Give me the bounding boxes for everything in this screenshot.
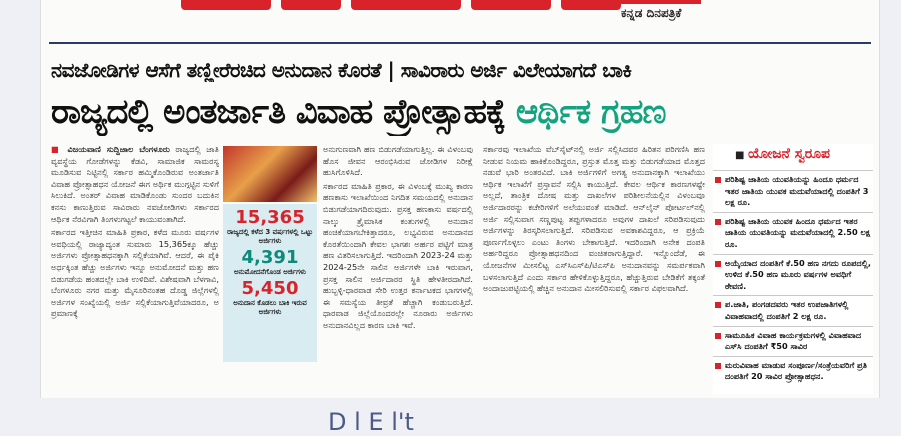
masthead-logo <box>181 0 621 18</box>
bullet-icon <box>715 333 721 339</box>
masthead <box>41 0 879 42</box>
stat-pending-label: ಅನುದಾನ ಕೊಡಲು ಬಾಕಿ ಇರುವ ಅರ್ಜಿಗಳು <box>233 299 307 316</box>
stat-total-value: 15,365 <box>235 207 305 228</box>
paragraph: ಸರ್ಕಾರದ ಇತ್ತೀಚಿನ ಮಾಹಿತಿ ಪ್ರಕಾರ, ಕಳೆದ ಮೂರು ವರ್ಷಗಳ ಅವಧಿಯಲ್ಲಿ ರಾಜ್ಯಾದ್ಯಂತ ಸುಮಾರು 15,365ಕ್ಕೂ ಹೆಚ್ಚು ಅರ್ಜಿಗಳು ಪ್ರೋತ್ಸಾಹಧನಕ್ಕಾಗಿ ಸಲ್ಲಿಕೆಯಾಗಿವೆ. ಆದರೆ, ಈ ಪೈಕಿ ಅರ್ಧಕ್ಕಿಂತ ಹೆಚ್ಚು ಅರ್ಜಿಗಳು ಇನ್ನೂ ಅನುಮೋದನೆ ಮತ್ತು ಹಣ ಬಿಡುಗಡೆಯ ಹಂತದಲ್ಲೇ ಬಾಕಿ ಉಳಿದಿವೆ. ವಿಶೇಷವಾಗಿ ಬೆಳಗಾವಿ, ಬೆಂಗಳೂರು ನಗರ ಮತ್ತು ಮೈಸೂರಿನಂತಹ ದೊಡ್ಡ ಜಿಲ್ಲೆಗಳಲ್ಲಿ ಅರ್ಜಿಗಳ ಸಂಖ್ಯೆಯಲ್ಲಿ ಅರ್ಜಿ ಸಲ್ಲಿಕೆಯಾಗುತ್ತಿವೆಯಾದರೂ, ಅ ಪ್ರಮಾಣಕ್ಕೆ <box>51 227 219 319</box>
bottom-strip <box>0 398 901 424</box>
headline-highlight: ಆರ್ಥಿಕ ಗ್ರಹಣ <box>515 92 666 132</box>
headline-main: ರಾಜ್ಯದಲ್ಲಿ ಅಂತರ್ಜಾತಿ ವಿವಾಹ ಪ್ರೋತ್ಸಾಹಕ್ಕೆ <box>51 92 516 132</box>
masthead-rule <box>49 42 871 44</box>
bullet-icon <box>715 219 721 225</box>
scheme-item-text: ಸಾಮೂಹಿಕ ವಿವಾಹ ಕಾರ್ಯಕ್ರಮಗಳಲ್ಲಿ ವಿವಾಹವಾದ ಎಸ್‌ಸಿ ದಂಪತಿಗೆ ₹50 ಸಾವಿರ <box>725 329 862 352</box>
wedding-photo <box>223 146 317 202</box>
scheme-item <box>713 212 873 254</box>
stat-total-label: ರಾಜ್ಯದಲ್ಲಿ ಕಳೆದ 3 ವರ್ಷಗಳಲ್ಲಿ ಒಟ್ಟು ಅರ್ಜಿಗಳು <box>227 228 313 245</box>
paragraph: ಅನುಗುಣವಾಗಿ ಹಣ ಬಿಡುಗಡೆಯಾಗುತ್ತಿಲ್ಲ. ಈ ವಿಳಂಬವು ಹೊಸ ಜೀವನ ಆರಂಭಿಸಿರುವ ಜೋಡಿಗಳ ನಿರೀಕ್ಷೆ ಹುಸಿಗೊಳಿಸಿದೆ. <box>323 144 473 178</box>
scheme-item <box>713 295 873 325</box>
article-headline <box>51 92 871 136</box>
paragraph: ಸರ್ಕಾರವು ಇಲಾಖೆಯ ವೆಬ್‌ಸೈಟ್‌ನಲ್ಲಿ ಅರ್ಜಿ ಸಲ್ಲಿಸಿದವರ ಹಿರಿತನ ಪರಿಗಣಿಸಿ ಹಣ ನೀಡುವ ನಿಯಮ ಹಾಕಿಕೊಂಡಿದ್ದರೂ, ಪ್ರಸ್ತುತ ಮೊತ್ತ ಮತ್ತು ಬಿಡುಗಡೆಯಾದ ಮೊತ್ತದ ನಡುವೆ ಭಾರಿ ಅಂತರವಿದೆ. ಬಾಕಿ ಅರ್ಜಿಗಳಿಗೆ ಅಗತ್ಯ ಅನುದಾನಕ್ಕಾಗಿ ಇಲಾಖೆಯು ಆರ್ಥಿಕ ಇಲಾಖೆಗೆ ಪ್ರಸ್ತಾವನೆ ಸಲ್ಲಿಸಿ ಕಾಯುತ್ತಿದೆ. ಕೇವಲ ಆರ್ಥಿಕ ಕಾರಣಗಳಷ್ಟೇ ಅಲ್ಲದೆ, ತಾಂತ್ರಿಕ ದೋಷ ಮತ್ತು ದಾಖಲೆಗಳ ಪರಿಶೀಲನೆಯಲ್ಲಿನ ವಿಳಂಬವೂ ಅರ್ಜಿದಾರರನ್ನು ಕಚೇರಿಗಳಿಗೆ ಅಲೆಯುವಂತೆ ಮಾಡಿದೆ. ಆನ್‌ಲೈನ್ ಪೋರ್ಟಲ್‌ನಲ್ಲಿ ಅರ್ಜಿ ಸಲ್ಲಿಸುವಾಗ ಸಣ್ಣಪುಟ್ಟ ತಪ್ಪುಗಳಾದರೂ ಅವುಗಳ ದಾಖಲೆ ಸರಿಪಡಿಸುವುದು ಅರ್ಜಿಗಳನ್ನು ತಿರಸ್ಕರಿಸಲಾಗುತ್ತಿದೆ. ಸರಿಪಡಿಸುವ ಅವಕಾಶವಿದ್ದರೂ, ಆ ಪ್ರಕ್ರಿಯೆ ಪೂರ್ಣಗೊಳ್ಳಲು ಎಂಟು ತಿಂಗಳು ಬೇಕಾಗುತ್ತಿದೆ. ಇದರಿಂದಾಗಿ ಅನೇಕ ದಂಪತಿ ಅರ್ಹರಿದ್ದರೂ ಪ್ರೋತ್ಸಾಹಧನದಿಂದ ವಂಚಿತರಾಗುತ್ತಿದ್ದಾರೆ. ಇನ್ನೊಂದೆಡೆ, ಈ ಯೋಜನೆಗಳ ಮೀಸಲಿಟ್ಟ ಎಸ್‌ಸಿಎಸ್‌ಪಿ/ಟಿಎಸ್‌ಪಿ ಅನುದಾನವನ್ನು ಸಮರ್ಪಕವಾಗಿ ಬಳಸಲಾಗುತ್ತಿದೆ ಎಂದು ಸರ್ಕಾರ ಹೇಳಿಕೊಳ್ಳುತ್ತಿದ್ದರೂ, ಹೆಚ್ಚುತ್ತಿರುವ ಬೇಡಿಕೆಗೆ ತಕ್ಕಂತೆ ಅಂದಾಜುಪಟ್ಟಿಯಲ್ಲಿ ಹೆಚ್ಚಿನ ಅನುದಾನ ಮೀಸಲಿರಿಸುವಲ್ಲಿ ಸರ್ಕಾರ ವಿಫಲವಾಗಿದೆ. <box>483 144 705 294</box>
scheme-item-text: ಮರುವಿವಾಹ ಮಾಡುವ ಸಂಪೂರ್ಣ/ಸಂತ್ರೆಯವರಿಗೆ ಪ್ರತಿ ದಂಪತಿಗೆ 20 ಸಾವಿರ ಪ್ರೋತ್ಸಾಹಧನ. <box>725 359 867 382</box>
scheme-item-text: ಪರಿಶಿಷ್ಟ ಜಾತಿಯ ಯುವತಿಯನ್ನು ಹಿಂದೂ ಧರ್ಮದ ಇತರ ಜಾತಿಯ ಯುವಕ ಮದುವೆಯಾದಲ್ಲಿ ದಂಪತಿಗೆ 3 ಲಕ್ಷ ರೂ. <box>725 174 869 208</box>
article-column-1 <box>51 144 219 392</box>
article-column-3 <box>323 144 473 392</box>
scheme-item <box>713 356 873 386</box>
article-byline: ■ ವಿಜಯವಾಣಿ ಸುದ್ದಿಜಾಲ ಬೆಂಗಳೂರು <box>51 144 170 154</box>
stat-approved-value: 4,391 <box>241 247 299 268</box>
paragraph: ಸರ್ಕಾರದ ಮಾಹಿತಿ ಪ್ರಕಾರ, ಈ ವಿಳಂಬಕ್ಕೆ ಮುಖ್ಯ ಕಾರಣ ಹಣಕಾಸು ಇಲಾಖೆಯಿಂದ ನಿಗದಿತ ಸಮಯದಲ್ಲಿ ಅನುದಾನ ಬಿಡುಗಡೆಯಾಗದಿರುವುದು. ಪ್ರಸಕ್ತ ಹಣಕಾಸು ವರ್ಷದಲ್ಲಿ ನಾಲ್ಕು ತ್ರೈಮಾಸಿಕ ಕಂತುಗಳಲ್ಲಿ ಅನುದಾನ ಹಂಚಿಕೆಯಾಗಬೇಕಿತ್ತಾದರೂ, ಲಭ್ಯವಿರುವ ಅನುದಾನದ ಕೊರತೆಯಿಂದಾಗಿ ಕೇವಲ ಭಾಗಶಃ ಅರ್ಹರ ಪಟ್ಟಿಗೆ ಮಾತ್ರ ಹಣ ವಿತರಿಸಲಾಗುತ್ತಿದೆ. ಇದರಿಂದಾಗಿ 2023-24 ಮತ್ತು 2024-25ನೇ ಸಾಲಿನ ಅರ್ಜಿಗಳೇ ಬಾಕಿ ಇರುವಾಗ, ಪ್ರಸಕ್ತ ಸಾಲಿನ ಅರ್ಜಿದಾರರ ಸ್ಥಿತಿ ಹೇಳತೀರದಾಗಿದೆ. ಹುಬ್ಬಳ್ಳಿ-ಧಾರವಾಡ ಸೇರಿ ಉತ್ತರ ಕರ್ನಾಟಕದ ಭಾಗಗಳಲ್ಲಿ ಈ ಸಮಸ್ಯೆಯ ತೀವ್ರತೆ ಹೆಚ್ಚಾಗಿ ಕಂಡುಬರುತ್ತಿದೆ. ಧಾರವಾಡ ಜಿಲ್ಲೆಯೊಂದರಲ್ಲೇ ನೂರಾರು ಅರ್ಜಿಗಳು ಅನುದಾನವಿಲ್ಲದ ಕಾರಣ ಬಾಕಿ ಇವೆ. <box>323 180 473 330</box>
paragraph: ರಾಜ್ಯದಲ್ಲಿ ಜಾತಿ ವ್ಯವಸ್ಥೆಯ ಗೋಡೆಗಳನ್ನು ಕೆಡವಿ, ಸಾಮಾಜಿಕ ಸಾಮರಸ್ಯ ಮೂಡಿಸುವ ನಿಟ್ಟಿನಲ್ಲಿ ಸರ್ಕಾರ ಹಮ್ಮಿಕೊಂಡಿರುವ ಅಂತರ್ಜಾತಿ ವಿವಾಹ ಪ್ರೋತ್ಸಾಹಧನ ಯೋಜನೆ ಈಗ ಅರ್ಥಿಕ ಮುಗ್ಗಟ್ಟಿನ ಸುಳಿಗೆ ಸಿಲುಕಿದೆ. ಅಂತರ್ ವಿವಾಹ ಮಾಡಿಕೊಂಡು ಸುಂದರ ಬದುಕಿನ ಕನಸು ಕಾಣುತ್ತಿರುವ ಸಾವಿರಾರು ನವಜೋಡಿಗಳು ಸರ್ಕಾರದ ಆರ್ಥಿಕ ನೆರವಿಗಾಗಿ ತಿಂಗಳುಗಟ್ಟಲೆ ಕಾಯುವಂತಾಗಿದೆ. <box>51 144 219 224</box>
scheme-item-text: ಅಯ್ಕೆಯಾದ ದಂಪತಿಗೆ ಕೆ.50 ಹಣ ನಗದು ರೂಪದಲ್ಲಿ, ಉಳಿದ ಕೆ.50 ಹಣ ಮೂರು ವರ್ಷಗಳ ಅವಧಿಗೆ ಠೇವಣಿ. <box>725 257 871 291</box>
scheme-title: ■ ಯೋಜನೆ ಸ್ವರೂಪ <box>713 144 873 170</box>
newspaper-clipping <box>40 0 880 400</box>
scheme-item-text: ಪ.ಜಾತಿ, ಪಂಗಡದವರು ಇತರ ಉಪಜಾತಿಗಳಲ್ಲಿ ವಿವಾಹವಾದಲ್ಲಿ ದಂಪತಿಗೆ 2 ಲಕ್ಷ ರೂ. <box>725 299 849 321</box>
bullet-icon <box>715 261 721 267</box>
scheme-sidebar <box>713 144 873 394</box>
scheme-item-text: ಪರಿಶಿಷ್ಟ ಜಾತಿಯ ಯುವಕ ಹಿಂದೂ ಧರ್ಮದ ಇತರ ಜಾತಿಯ ಯುವತಿಯನ್ನು ಮದುವೆಯಾದಲ್ಲಿ 2.50 ಲಕ್ಷ ರೂ. <box>725 215 871 249</box>
masthead-accent-bar <box>621 0 701 4</box>
article-kicker: ನವಜೋಡಿಗಳ ಆಸೆಗೆ ತಣ್ಣೀರೆರಚಿದ ಅನುದಾನ ಕೊರತೆ | ಸಾವಿರಾರು ಅರ್ಜಿ ವಿಲೇಯಾಗದೆ ಬಾಕಿ <box>51 58 632 82</box>
scheme-item <box>713 170 873 212</box>
scheme-item <box>713 254 873 296</box>
masthead-tagline: ಕನ್ನಡ ದಿನಪತ್ರಿಕೆ <box>621 6 682 20</box>
bullet-icon <box>715 302 721 308</box>
footer-text: D l E l't <box>328 408 414 436</box>
scheme-item <box>713 326 873 356</box>
stat-approved-label: ಅನುಮೋದನೆಗೊಂಡ ಅರ್ಜಿಗಳು <box>234 268 306 276</box>
stats-box <box>223 204 317 362</box>
bullet-icon <box>715 363 721 369</box>
article-column-4 <box>483 144 705 380</box>
bullet-icon <box>715 177 721 183</box>
stat-pending-value: 5,450 <box>241 278 299 299</box>
